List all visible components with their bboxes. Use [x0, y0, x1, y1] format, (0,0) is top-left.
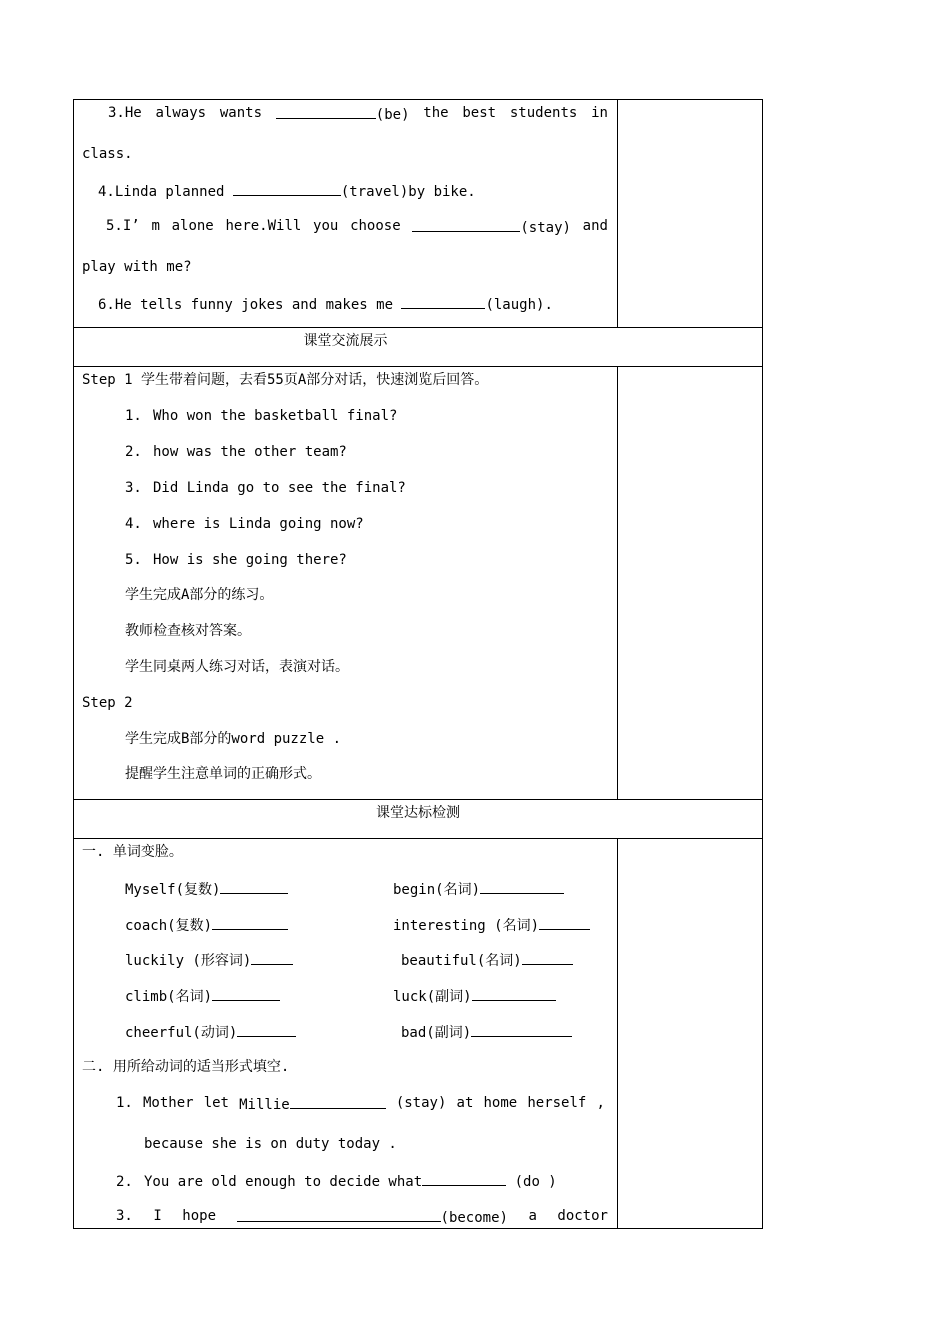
q6-hint: (laugh).	[485, 297, 553, 313]
f1-word: let	[203, 1095, 229, 1111]
f1-word: home	[483, 1095, 518, 1111]
f1-word: herself	[527, 1095, 587, 1111]
part1-title: 一. 单词变脸。	[82, 844, 183, 860]
q4-text: 4.Linda planned	[98, 184, 233, 200]
q5-num: 5.I’	[106, 218, 140, 234]
question-num: 3.	[125, 480, 142, 496]
instruction-line: 提醒学生注意单词的正确形式。	[125, 766, 321, 782]
word-blank[interactable]	[522, 950, 573, 965]
question-num: 4.	[125, 516, 142, 532]
word-prompt: climb(名词)	[125, 989, 213, 1005]
f1-blank[interactable]	[290, 1094, 386, 1109]
q5-continuation: play with me?	[82, 259, 192, 275]
q3-word: wants	[219, 105, 263, 121]
q6-text: 6.He tells funny jokes and makes me	[98, 297, 402, 313]
question-6	[98, 294, 553, 314]
f2-hint: (do )	[514, 1174, 557, 1190]
f3-word: doctor	[557, 1208, 608, 1224]
instruction-line: 教师检查核对答案。	[125, 623, 251, 639]
word-blank[interactable]	[472, 986, 556, 1001]
part2-title: 二. 用所给动词的适当形式填空.	[82, 1059, 290, 1075]
row-divider-3	[73, 799, 763, 800]
q4-hint: (travel)by bike.	[340, 184, 476, 200]
question-3	[108, 104, 608, 124]
word-blank[interactable]	[251, 950, 293, 965]
f2-num: 2.	[116, 1174, 133, 1190]
f3-hint: (become)	[440, 1210, 508, 1226]
q3-blank[interactable]	[276, 104, 376, 119]
word-prompt: coach(复数)	[125, 918, 213, 934]
word-left	[125, 950, 293, 970]
question-num: 1.	[125, 408, 142, 424]
column-divider-b	[617, 366, 618, 800]
table-top-border	[73, 99, 763, 100]
f1-word: Millie	[239, 1097, 290, 1113]
word-right	[393, 879, 564, 899]
word-left	[125, 915, 288, 935]
question-text: Who won the basketball final?	[153, 408, 398, 424]
f1-hint: (stay)	[395, 1095, 447, 1111]
f3-word: I	[153, 1208, 162, 1224]
question-text: Did Linda go to see the final?	[153, 480, 406, 496]
word-prompt: luck(副词)	[393, 989, 472, 1005]
word-prompt: bad(副词)	[401, 1025, 472, 1041]
word-blank[interactable]	[237, 1022, 296, 1037]
q3-word: students	[509, 105, 578, 121]
f3-word: hope	[182, 1208, 217, 1224]
f1-word: Mother	[142, 1095, 194, 1111]
question-4	[98, 181, 476, 201]
f1-continuation: because she is on duty today .	[144, 1136, 397, 1152]
row-divider-4	[73, 838, 763, 839]
row-divider-1	[73, 327, 763, 328]
word-blank[interactable]	[471, 1022, 572, 1037]
word-left	[125, 986, 280, 1006]
instruction-line: 学生完成B部分的word puzzle .	[125, 731, 342, 747]
q5-word: m	[151, 218, 160, 234]
word-left	[125, 1022, 296, 1042]
q5-word: you	[313, 218, 339, 234]
column-divider-c	[617, 838, 618, 1229]
q5-word: here.Will	[225, 218, 302, 234]
question-5	[106, 217, 608, 237]
question-num: 5.	[125, 552, 142, 568]
section-header-classroom-display: 课堂交流展示	[303, 333, 388, 349]
row-divider-2	[73, 366, 763, 367]
fill-question-2	[116, 1171, 557, 1191]
q6-blank[interactable]	[401, 294, 485, 309]
word-prompt: cheerful(动词)	[125, 1025, 238, 1041]
q3-word: in	[591, 105, 608, 121]
fill-question-1	[116, 1094, 605, 1114]
f1-num: 1.	[116, 1095, 133, 1111]
word-left	[125, 879, 288, 899]
section-header-classroom-check: 课堂达标检测	[376, 805, 460, 821]
q3-word: best	[462, 105, 497, 121]
question-text: how was the other team?	[153, 444, 347, 460]
question-text: How is she going there?	[153, 552, 347, 568]
word-blank[interactable]	[220, 879, 288, 894]
word-right	[393, 915, 590, 935]
q5-word: choose	[350, 218, 401, 234]
word-right	[393, 986, 556, 1006]
word-right	[401, 950, 573, 970]
q3-word: the	[423, 105, 449, 121]
f3-num: 3.	[116, 1208, 133, 1224]
q3-num: 3.He	[108, 105, 142, 121]
f3-blank[interactable]	[237, 1207, 441, 1222]
table-left-border	[73, 99, 74, 1229]
q5-word: alone	[171, 218, 214, 234]
q5-word: and	[582, 218, 608, 234]
question-num: 2.	[125, 444, 142, 460]
q3-continuation: class.	[82, 146, 133, 162]
table-right-border	[762, 99, 763, 1229]
f3-word: a	[528, 1208, 537, 1224]
f1-word: ,	[596, 1095, 605, 1111]
word-prompt: interesting (名词)	[393, 918, 540, 934]
step1-text: Step 1 学生带着问题，去看55页A部分对话，快速浏览后回答。	[82, 372, 489, 388]
instruction-line: 学生同桌两人练习对话，表演对话。	[125, 659, 349, 675]
word-right	[401, 1022, 572, 1042]
word-blank[interactable]	[480, 879, 564, 894]
q4-blank[interactable]	[233, 181, 341, 196]
word-prompt: luckily (形容词)	[125, 953, 252, 969]
q3-word: always	[155, 105, 207, 121]
q5-hint: (stay)	[520, 220, 571, 236]
column-divider-a	[617, 99, 618, 328]
q3-hint: (be)	[375, 107, 410, 123]
instruction-line: 学生完成A部分的练习。	[125, 587, 274, 603]
word-blank[interactable]	[212, 986, 280, 1001]
f2-blank[interactable]	[422, 1171, 506, 1186]
word-prompt: begin(名词)	[393, 882, 481, 898]
step2-label: Step 2	[82, 695, 133, 711]
table-bottom-border	[73, 1228, 763, 1229]
fill-question-3	[116, 1207, 608, 1227]
question-text: where is Linda going now?	[153, 516, 364, 532]
f1-word: at	[456, 1095, 474, 1111]
word-prompt: Myself(复数)	[125, 882, 221, 898]
q5-blank[interactable]	[412, 217, 520, 232]
word-blank[interactable]	[212, 915, 288, 930]
word-prompt: beautiful(名词)	[401, 953, 522, 969]
f2-text: You are old enough to decide what	[144, 1174, 423, 1190]
word-blank[interactable]	[539, 915, 590, 930]
